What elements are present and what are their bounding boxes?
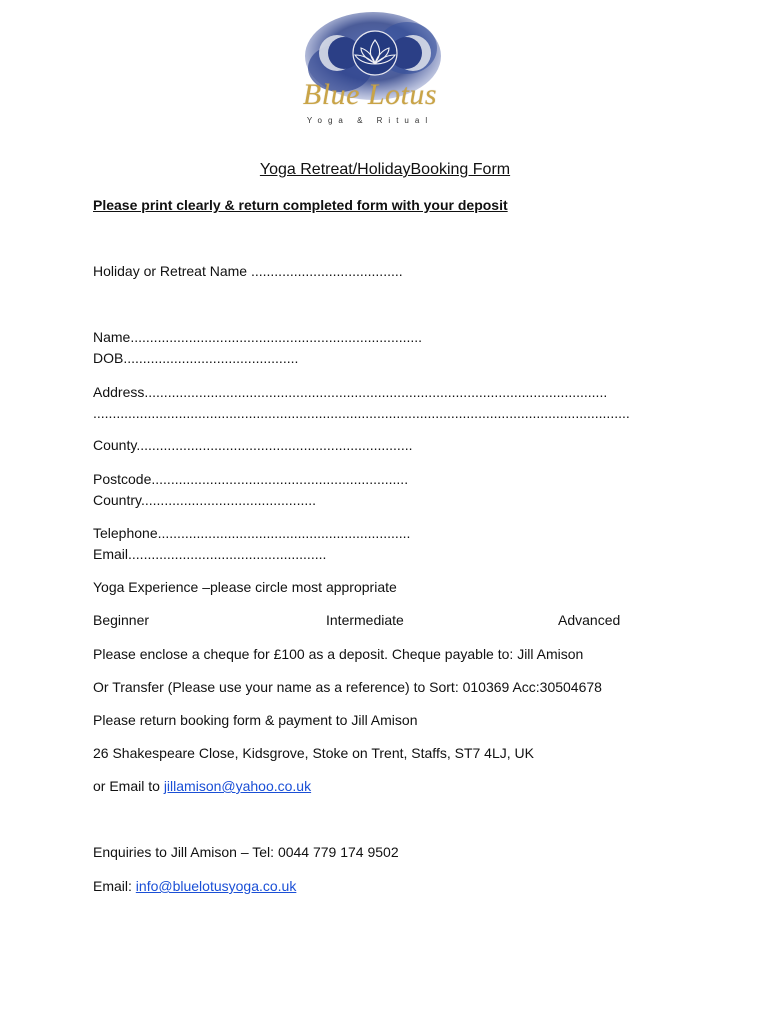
telephone-field[interactable]: Telephone................................................................. [93,525,411,541]
return-text: Please return booking form & payment to Jill Amison [93,712,418,728]
country-field[interactable]: Country............................................. [93,492,317,508]
logo-subtitle: Yoga & Ritual [306,116,434,125]
logo-title: Blue Lotus [302,78,438,111]
dob-field[interactable]: DOB............................................. [93,350,299,366]
email-prefix: or Email to [93,778,164,794]
transfer-text: Or Transfer (Please use your name as a reference) to Sort: 010369 Acc:30504678 [93,679,602,695]
email-field[interactable]: Email................................................... [93,546,327,562]
experience-option-intermediate[interactable]: Intermediate [326,612,404,628]
instruction-text: Please print clearly & return completed form with your deposit [93,197,508,213]
info-email-link[interactable]: info@bluelotusyoga.co.uk [135,878,297,894]
info-email-prefix: Email: [93,878,136,894]
deposit-text: Please enclose a cheque for £100 as a deposit. Cheque payable to: Jill Amison [93,646,584,662]
county-field[interactable]: County....................................................................... [93,437,413,453]
experience-option-beginner[interactable]: Beginner [93,612,150,628]
email-line [93,778,311,795]
postcode-field[interactable]: Postcode.................................................................. [93,471,409,487]
address-field-line-2[interactable]: .......................................................................................................................................... [93,405,630,421]
form-title: Yoga Retreat/HolidayBooking Form [259,161,511,178]
experience-option-advanced[interactable]: Advanced [558,612,621,628]
blue-lotus-logo [295,8,445,130]
experience-label: Yoga Experience –please circle most appropriate [93,579,397,595]
info-email-line [93,878,296,895]
holiday-name-field[interactable]: Holiday or Retreat Name ....................................... [93,263,403,279]
jill-email-link[interactable]: jillamison@yahoo.co.uk [163,778,312,794]
address-field-line-1[interactable]: Address....................................................................................................................... [93,384,608,400]
name-field[interactable]: Name........................................................................... [93,329,423,345]
enquiries-text: Enquiries to Jill Amison – Tel: 0044 779 174 9502 [93,844,399,860]
postal-address: 26 Shakespeare Close, Kidsgrove, Stoke on Trent, Staffs, ST7 4LJ, UK [93,745,534,761]
